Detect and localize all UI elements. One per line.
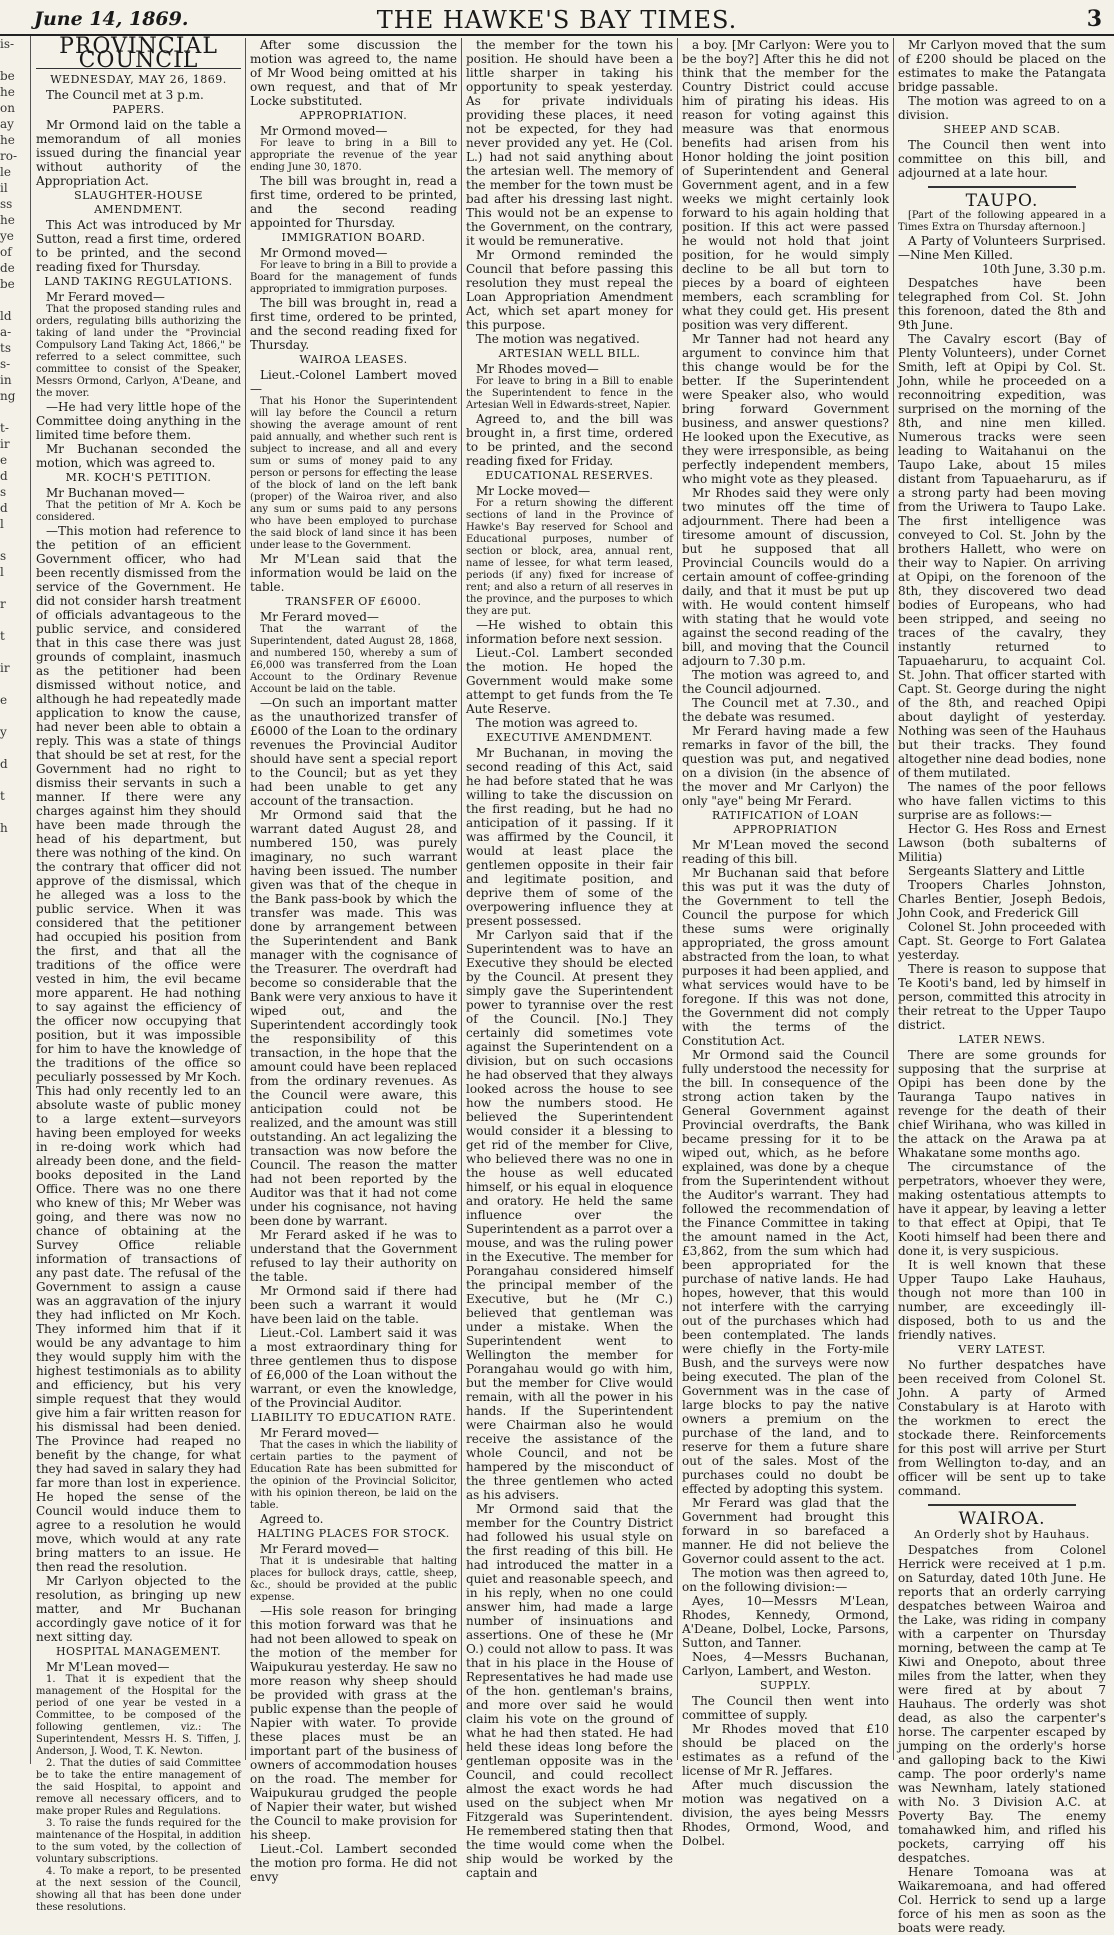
subheading: An Orderly shot by Hauhaus. bbox=[914, 1528, 1090, 1541]
gutter-fragment: ir bbox=[0, 437, 10, 451]
paragraph: Mr Ferard was glad that the Government had brought this forward in so barefaced a manner. He did not believe the Governor could assent to the act. bbox=[682, 1496, 889, 1566]
paragraph: Mr Ormond moved— bbox=[260, 246, 388, 260]
paragraph: —On such an important matter as the unauthorized transfer of £6000 of the Loan to the ordinary revenues the Provincial Auditor should have sent a special report to the Council; but as yet they had been unable to get any account of the transaction. bbox=[250, 696, 457, 808]
gutter-fragment: s bbox=[0, 485, 7, 499]
issue-date: June 14, 1869. bbox=[34, 8, 189, 30]
paragraph: Mr Ormond laid on the table a memorandum of all monies issued during the financial year without authority of the Appropriation Act. bbox=[36, 118, 241, 188]
gutter-fragment: he bbox=[0, 85, 15, 99]
gutter-fragment bbox=[0, 612, 30, 628]
gutter-fragment bbox=[0, 676, 30, 692]
paragraph: This Act was introduced by Mr Sutton, read a first time, ordered to be printed, and the second reading fixed for Thursday. bbox=[36, 218, 241, 274]
paragraph: Lieut.-Col. Lambert seconded the motion pro forma. He did not envy bbox=[250, 1842, 457, 1884]
paragraph: Mr Rhodes said they were only two minutes off the time of adjournment. There had been a tiresome amount of discussion, but he supposed that all Provincial Councils would do a certain amount of coffee-grinding daily, and that it must be put up with. He would content himself with stating that he would vote against the second reading of the bill, and moving that the Council adjourn to 7.30 p.m. bbox=[682, 486, 889, 668]
section-heading-taupo: TAUPO. bbox=[965, 191, 1039, 211]
gutter-fragment: d bbox=[0, 469, 8, 483]
gutter-fragment: e bbox=[0, 693, 8, 707]
paragraph: The motion was agreed to on a division. bbox=[898, 94, 1106, 122]
paragraph: Mr Ormond reminded the Council that before passing this resolution they must repeal the Loan Appropriation Amendment Act, which set apart money for this purpose. bbox=[466, 248, 673, 332]
gutter-fragment: ss bbox=[0, 197, 13, 211]
list-item: Sergeants Slattery and Little bbox=[908, 864, 1085, 878]
paragraph: No further despatches have been received from Colonel St. John. A party of Armed Constabulary is at Haroto with the workmen to erect the stockade there. Reinforcements for this post will arrive per Sturt from Wellington to-day, and an officer will be sent up to take command. bbox=[898, 1358, 1106, 1498]
gutter-fragment: of bbox=[0, 245, 12, 259]
motion-text: For a return showing the different sections of land in the Province of Hawke's Bay reserved for School and Educational purposes, number of section or block, area, annual rent, name of lessee, for what term leased, periods (if any) fixed for increase of rent; and also a return of all reserves in the province, and the purposes to which they are put. bbox=[466, 498, 673, 617]
paragraph: Mr Ferard moved— bbox=[46, 290, 165, 304]
subheading: PAPERS. bbox=[112, 103, 165, 116]
motion-text: That the proposed standing rules and orders, regulating bills authorizing the taking of land under the "Provincial Compulsory Land Taking Act, 1866," be referred to a select committee, such committee to consist of the Speaker, Messrs Ormond, Carlyon, A'Deane, and the mover. bbox=[36, 304, 241, 399]
gutter-fragment: t- bbox=[0, 421, 9, 435]
paragraph: Mr Buchanan said that before this was put it was the duty of the Government to tell the Council the purpose for which these sums were originally appropriated, the gross amount abstracted from the loan, to what purposes it had been applied, and what services would have to be foregone. If this was not done, the Government did not comply with the terms of the Constitution Act. bbox=[682, 866, 889, 1048]
gutter-fragment bbox=[0, 740, 30, 756]
paragraph: The bill was brought in, read a first time, ordered to be printed, and the second reading fixed for Thursday. bbox=[250, 296, 457, 352]
gutter-fragment bbox=[0, 708, 30, 724]
editor-note: [Part of the following appeared in a Times Extra on Thursday afternoon.] bbox=[898, 210, 1106, 233]
paragraph: The Council then went into committee of supply. bbox=[682, 1694, 889, 1722]
subheading: WAIROA LEASES. bbox=[299, 353, 408, 366]
page-number: 3 bbox=[1086, 6, 1102, 32]
paragraph: The names of the poor fellows who have fallen victims to this surprise are as follows:— bbox=[898, 780, 1106, 822]
paragraph: Mr Ferard moved— bbox=[260, 610, 379, 624]
paragraph: Despatches from Colonel Herrick were received at 1 p.m. on Saturday, dated 10th June. He reports that an orderly carrying despatches between Wairoa and the Lake, was riding in company with a carpenter on Thursday morning, between the camp at Te Kiwi and Onepoto, about three miles from the latter, when they were fired at by about 7 Hauhaus. The orderly was shot dead, as also the carpenter's horse. The carpenter escaped by jumping on the orderly's horse and galloping back to the Kiwi camp. The poor orderly's name was Newnham, lately stationed with No. 3 Division A.C. at Poverty Bay. The enemy tomahawked him, and rifled his pockets, carrying off his despatches. bbox=[898, 1543, 1106, 1865]
gutter-fragment: be bbox=[0, 277, 15, 291]
subheading: LAND TAKING REGULATIONS. bbox=[44, 275, 233, 288]
subheading: SHEEP AND SCAB. bbox=[943, 123, 1061, 136]
list-item: Hector G. Hes Ross and Ernest Lawson (both subalterns of Militia) bbox=[898, 822, 1106, 864]
paragraph: There is reason to suppose that Te Kooti's band, led by himself in person, committed this atrocity in their retreat to the Upper Taupo district. bbox=[898, 962, 1106, 1032]
column-5 bbox=[894, 38, 1110, 1935]
gutter-fragment: he bbox=[0, 213, 15, 227]
paragraph: the member for the town his position. He should have been a little sharper in taking his opportunity to speak yesterday. As for private individuals providing these places, it need not be expected, for they had never provided any yet. He (Col. L.) had not said anything about the artesian well. The memory of the member for the town must be bad after his dressing last night. This would not be an expense to the Government, on the contrary, it would be remunerative. bbox=[466, 38, 673, 248]
motion-text: 3. To raise the funds required for the maintenance of the Hospital, in addition to the sum voted, by the collection of voluntary subscriptions. bbox=[36, 1818, 241, 1865]
paragraph: Lieut.-Colonel Lambert moved— bbox=[250, 368, 457, 396]
gutter-fragment bbox=[0, 772, 30, 788]
paragraph: Colonel St. John proceeded with Capt. St. George to Fort Galatea yesterday. bbox=[898, 920, 1106, 962]
subheading: IMMIGRATION BOARD. bbox=[281, 231, 426, 244]
gutter-fragment: l bbox=[0, 565, 4, 579]
subheading: LIABILITY TO EDUCATION RATE. bbox=[250, 1411, 457, 1424]
paragraph: The motion was negatived. bbox=[476, 332, 640, 346]
gutter-fragment: h bbox=[0, 821, 8, 835]
paragraph: The circumstance of the perpetrators, whoever they were, making ostentatious attempts to have it appear, by leaving a letter to that effect at Opipi, that Te Kooti himself had been there and done it, is very suspicious. bbox=[898, 1160, 1106, 1258]
subheading: TRANSFER OF £6000. bbox=[285, 595, 422, 608]
paragraph: Mr Ferard asked if he was to understand that the Government refused to lay their authority on the table. bbox=[250, 1228, 457, 1284]
section-heading-wairoa: WAIROA. bbox=[958, 1509, 1046, 1529]
paragraph: Mr Carlyon objected to the resolution, as bringing up new matter, and Mr Buchanan accordingly gave notice of it for next sitting day. bbox=[36, 1574, 241, 1644]
motion-text: That his Honor the Superintendent will lay before the Council a return showing the average amount of rent paid annually, and whether such rent is subject to increase, and all and every sum or sums of money paid to any person or persons for effecting the lease of the block of land on the left bank (proper) of the Wairoa river, and also any sum or sums paid to any persons who have been employed to purchase the said block of land since it has been under lease to the Government. bbox=[250, 396, 457, 551]
subheading: SUPPLY. bbox=[759, 1679, 812, 1692]
paragraph: The motion was agreed to. bbox=[476, 716, 638, 730]
subheading: APPROPRIATION. bbox=[299, 109, 408, 122]
motion-text: 4. To make a report, to be presented at the next session of the Council, showing all that has been done under these resolutions. bbox=[36, 1866, 241, 1913]
paragraph: Mr Locke moved— bbox=[476, 484, 591, 498]
gutter-fragment: ye bbox=[0, 229, 14, 243]
article-columns bbox=[32, 34, 1110, 1935]
gutter-fragment: de bbox=[0, 261, 15, 275]
paragraph: Mr Buchanan seconded the motion, which was agreed to. bbox=[36, 442, 241, 470]
motion-text: For leave to bring in a Bill to appropriate the revenue of the year ending June 30, 1870. bbox=[250, 138, 457, 173]
paragraph: Mr Buchanan, in moving the second reading of this Act, said he had before stated that he was willing to take the discussion on the first reading, but he had no anticipation of it passing. If it was affirmed by the Council, it would at least place the gentlemen opposite in their fair and legitimate position, and deprive them of some of the overpowering influence they at present possessed. bbox=[466, 746, 673, 928]
paragraph: Mr M'Lean moved the second reading of this bill. bbox=[682, 838, 889, 866]
paragraph: Despatches have been telegraphed from Col. St. John this forenoon, dated the 8th and 9th June. bbox=[898, 276, 1106, 332]
gutter-fragment: be bbox=[0, 69, 15, 83]
paragraph: —His sole reason for bringing this motion forward was that he had not been allowed to speak on the motion of the member for Waipukurau yesterday. He saw no more reason why sheep should be provided with grass at the public expense than the people of Napier with water. To provide these places must be an important part of the business of owners of accommodation houses on the road. The member for Waipukurau grudged the people of Napier their water, but wished the Council to make provision for his sheep. bbox=[250, 1604, 457, 1842]
gutter-fragment: ro- bbox=[0, 149, 18, 163]
paragraph: Mr M'Lean said that the information would be laid on the table. bbox=[250, 552, 457, 594]
gutter-fragment: il bbox=[0, 181, 8, 195]
paragraph: Noes, 4—Messrs Buchanan, Carlyon, Lambert, and Weston. bbox=[682, 1650, 889, 1678]
article-title: PROVINCIAL COUNCIL bbox=[36, 40, 241, 69]
gutter-fragment bbox=[0, 804, 30, 820]
paragraph: —He had very little hope of the Committee doing anything in the limited time before them. bbox=[36, 400, 241, 442]
paragraph: The Council then went into committee on this bill, and adjourned at a late hour. bbox=[898, 138, 1106, 180]
gutter-fragment: ay bbox=[0, 117, 14, 131]
subheading: SLAUGHTER-HOUSE AMENDMENT. bbox=[74, 189, 203, 216]
gutter-fragment: in bbox=[0, 373, 12, 387]
subheading: EDUCATIONAL RESERVES. bbox=[485, 469, 654, 482]
column-3 bbox=[462, 38, 678, 1880]
section-rule bbox=[928, 1504, 1076, 1506]
paragraph: Mr Ferard having made a few remarks in favor of the bill, the question was put, and negatived on a division (in the absence of the mover and Mr Carlyon) the only "aye" being Mr Ferard. bbox=[682, 724, 889, 808]
paragraph: The Council met at 3 p.m. bbox=[46, 88, 204, 102]
paragraph: Lieut.-Col. Lambert seconded the motion. He hoped the Government would make some attempt to get funds from the Te Aute Reserve. bbox=[466, 646, 673, 716]
gutter-fragment: r bbox=[0, 597, 6, 611]
list-item: Troopers Charles Johnston, Charles Bentier, Joseph Bedois, John Cook, and Frederick Gill bbox=[898, 878, 1106, 920]
subheading: EXECUTIVE AMENDMENT. bbox=[486, 731, 653, 744]
gutter-fragment bbox=[0, 580, 30, 596]
subheading: MR. KOCH'S PETITION. bbox=[65, 471, 212, 484]
gutter-fragment bbox=[0, 532, 30, 548]
gutter-fragment: d bbox=[0, 501, 8, 515]
subheading: LATER NEWS. bbox=[958, 1033, 1046, 1046]
newspaper-title: THE HAWKE'S BAY TIMES. bbox=[376, 6, 738, 34]
gutter-fragment bbox=[0, 292, 30, 308]
column-4 bbox=[678, 38, 894, 1848]
paragraph: Lieut.-Col. Lambert said it was a most extraordinary thing for three gentlemen thus to dispose of £6,000 of the Loan without the warrant, or even the knowledge, of the Provincial Auditor. bbox=[250, 1326, 457, 1410]
cut-off-left-column bbox=[0, 36, 31, 1764]
motion-text: That the warrant of the Superintendent, dated August 28, 1868, and numbered 150, whereby a sum of £6,000 was transferred from the Loan Account to the Ordinary Revenue Account be laid on the table. bbox=[250, 624, 457, 695]
paragraph: The Council met at 7.30., and the debate was resumed. bbox=[682, 696, 889, 724]
subheading: ARTESIAN WELL BILL. bbox=[498, 347, 641, 360]
subheading: VERY LATEST. bbox=[958, 1343, 1046, 1356]
gutter-fragment bbox=[0, 644, 30, 660]
paragraph: The Cavalry escort (Bay of Plenty Volunteers), under Cornet Smith, left at Opipi by Col. St. John, while he proceeded on a reconnoitring expedition, was surprised on the morning of the 8th, and nine men killed. Numerous tracks were seen leading to Waitahanui on the Taupo Lake, about 15 miles distant from Tapuaeharuru, as if a strong party had been moving from the Uriwera to Taupo Lake. The first intelligence was conveyed to Col. St. John by the brothers Hallett, who were on their way to Napier. On arriving at Opipi, on the forenoon of the 8th, they discovered two dead bodies of Europeans, who had been stripped, and seeing no traces of the cavalry, they instantly returned to Tapuaeharuru, to acquaint Col. St. John. That officer started with Capt. St. George during the night of the 8th, and reached Opipi about daylight of yesterday. Nothing was seen of the Hauhaus but their tracks. They found altogether nine dead bodies, none of them mutilated. bbox=[898, 332, 1106, 780]
motion-text: For leave to bring in a Bill to enable the Superintendent to fence in the Artesian Well in Edwards-street, Napier. bbox=[466, 376, 673, 411]
paragraph: Mr M'Lean moved— bbox=[46, 1660, 170, 1674]
paragraph: Mr Ormond said the Council fully understood the necessity for the bill. In consequence of the strong action taken by the General Government against Provincial overdrafts, the Bank became pressing for it to be wiped out, which, as he before explained, was done by a cheque from the Superintendent without the Auditor's warrant. They had followed the recommendation of the Finance Committee in taking the amount named in the Act, £3,862, from the sum which had been appropriated for the purchase of native lands. He had hopes, however, that this would not interfere with the carrying out of the purchases which had been contemplated. The lands were chiefly in the Forty-mile Bush, and the surveys were now being executed. The plan of the Government was in the case of large blocks to pay the native owners a premium on the purchase of the land, and to reserve for them a future share out of the sales. Most of the purchases could no doubt be effected by adopting this system. bbox=[682, 1048, 889, 1496]
paragraph: Mr Carlyon moved that the sum of £200 should be placed on the estimates to make the Patangata bridge passable. bbox=[898, 38, 1106, 94]
paragraph: Henare Tomoana was at Waikaremoana, and had offered Col. Herrick to send up a large force of his men as soon as the boats were ready. bbox=[898, 1865, 1106, 1935]
gutter-fragment: ld bbox=[0, 309, 12, 323]
paragraph: Mr Rhodes moved— bbox=[476, 362, 599, 376]
paragraph: Mr Buchanan moved— bbox=[46, 486, 185, 500]
paragraph: The bill was brought in, read a first time, ordered to be printed, and the second reading appointed for Thursday. bbox=[250, 174, 457, 230]
gutter-fragment bbox=[0, 52, 30, 68]
masthead bbox=[0, 0, 1114, 36]
gutter-fragment: s bbox=[0, 549, 7, 563]
gutter-fragment: ng bbox=[0, 389, 16, 403]
column-2 bbox=[246, 38, 462, 1884]
paragraph: The motion was agreed to, and the Council adjourned. bbox=[682, 668, 889, 696]
gutter-fragment: a- bbox=[0, 325, 12, 339]
gutter-fragment bbox=[0, 404, 30, 420]
gutter-fragment: e bbox=[0, 453, 8, 467]
section-rule bbox=[928, 186, 1076, 188]
paragraph: Mr Ferard moved— bbox=[260, 1426, 379, 1440]
paragraph: After some discussion the motion was agreed to, the name of Mr Wood being omitted at his own request, and that of Mr Locke substituted. bbox=[250, 38, 457, 108]
motion-text: 1. That it is expedient that the management of the Hospital for the period of one year be vested in a Committee, to be composed of the following gentlemen, viz.: The Superintendent, Messrs H. S. Tiffen, J. Anderson, J. Wood, T. K. Newton. bbox=[36, 1674, 241, 1757]
gutter-fragment: s- bbox=[0, 357, 11, 371]
paragraph: Ayes, 10—Messrs M'Lean, Rhodes, Kennedy, Ormond, A'Deane, Dolbel, Locke, Parsons, Sutton, and Tanner. bbox=[682, 1594, 889, 1650]
gutter-fragment: on bbox=[0, 101, 15, 115]
paragraph: a boy. [Mr Carlyon: Were you to be the boy?] After this he did not think that the member for the Country District could accuse him of pirating his ideas. His reason for voting against this measure was that enormous benefits had arisen from his Honor holding the joint position of Superintendent and General Government agent, and in a few weeks we might certainly look forward to his again holding that position. If this act were passed he would not hold that joint position, for he would simply decline to be all but torn to pieces by a board of eighteen members, each scrambling for what they could get. His present position was very different. bbox=[682, 38, 889, 332]
dateline: 10th June, 3.30 p.m. bbox=[982, 262, 1106, 276]
paragraph: After much discussion the motion was negatived on a division, the ayes being Messrs Rhodes, Ormond, Wood, and Dolbel. bbox=[682, 1778, 889, 1848]
paragraph: Agreed to, and the bill was brought in, a first time, ordered to be printed, and the second reading fixed for Friday. bbox=[466, 412, 673, 468]
motion-text: For leave to bring in a Bill to provide a Board for the management of funds appropriated to immigration purposes. bbox=[250, 260, 457, 295]
paragraph: Mr Ormond said that the member for the Country District had followed his usual style on the first reading of this bill. He had introduced the matter in a quiet and reasonable speech, and in his reply, when no one could answer him, had made a large number of insinuations and assertions. One of these he (Mr O.) could not allow to pass. It was that in his place in the House of Representatives he had made use of the hon. gentleman's brains, and more over said he would claim his vote on the ground of what he had then stated. He had held these ideas long before the gentleman opposite was in the Council, and could recollect almost the exact words he had used on the subject when Mr Fitzgerald was Superintendent. He remembered stating then that the time would come when the ship would be worked by the captain and bbox=[466, 1502, 673, 1880]
paragraph: The motion was then agreed to, on the following division:— bbox=[682, 1566, 889, 1594]
subheading: HALTING PLACES FOR STOCK. bbox=[257, 1527, 450, 1540]
motion-text: 2. That the duties of said Committee be to take the entire management of the said Hospital, to appoint and remove all necessary officers, and to make proper Rules and Regulations. bbox=[36, 1758, 241, 1817]
column-1 bbox=[32, 34, 246, 1913]
paragraph: There are some grounds for supposing that the surprise at Opipi has been done by the Tauranga Taupo natives in revenge for the death of their chief Wirihana, who was killed in the attack on the Arawa pa at Whakatane some months ago. bbox=[898, 1048, 1106, 1160]
gutter-fragment: y bbox=[0, 725, 7, 739]
motion-text: That it is undesirable that halting places for bullock drays, cattle, sheep, &c., should be provided at the public expense. bbox=[250, 1556, 457, 1603]
paragraph: Agreed to. bbox=[260, 1512, 324, 1526]
gutter-fragment: l bbox=[0, 517, 4, 531]
paragraph: It is well known that these Upper Taupo Lake Hauhaus, though not more than 100 in number, are exceedingly ill-disposed, both to us and the friendly natives. bbox=[898, 1258, 1106, 1342]
paragraph: Mr Carlyon said that if the Superintendent was to have an Executive they should be elected by the Council. At present they simply gave the Superintendent power to tyrannise over the rest of the Council. [No.] They certainly did sometimes vote against the Superintendent on a division, but on such occasions he had observed that they always looked across the house to see how the numbers stood. He believed the Superintendent would consider it a blessing to get rid of the member for Clive, who believed there was no one in the house as well educated himself, or his equal in eloquence and oratory. He held the same influence over the Superintendent as a parrot over a mouse, and was the ruling power in the Executive. The member for Porangahau considered himself the principal member of the Executive, but he (Mr C.) believed that gentleman was under a mistake. When the Superintendent went to Wellington the member for Porangahau would go with him, but the member for Clive would remain, with all the power in his hands. If the Superintendent were Chairman also he would receive the assistance of the whole Council, and not be hampered by the misconduct of the three gentlemen who acted as his advisers. bbox=[466, 928, 673, 1502]
paragraph: Mr Ormond said that the warrant dated August 28, and numbered 150, was purely imaginary, no such warrant having been issued. The number given was that of the cheque in the Bank pass-book by which the transfer was made. This was done by arrangement between the Superintendent and Bank manager with the cognisance of the Treasurer. The overdraft had become so considerable that the Bank were very anxious to have it wiped out, and the Superintendent accordingly took the responsibility of this transaction, in the hope that the amount could have been replaced from the ordinary revenues. As the Council were aware, this anticipation could not be realized, and the amount was still outstanding. An act legalizing the transaction was now before the Council. The reason the matter had not been reported by the Auditor was that it had not come under his cognisance, not having been done by warrant. bbox=[250, 808, 457, 1228]
subheading: HOSPITAL MANAGEMENT. bbox=[55, 1645, 222, 1658]
paragraph: Mr Ormond moved— bbox=[260, 124, 388, 138]
gutter-fragment: le bbox=[0, 165, 11, 179]
gutter-fragment: d bbox=[0, 757, 8, 771]
paragraph: —He wished to obtain this information before next session. bbox=[466, 618, 673, 646]
motion-text: That the cases in which the liability of certain parties to the payment of Education Rate has been submitted for the opinion of the Provincial Solicitor, with his opinion thereon, be laid on the table. bbox=[250, 1440, 457, 1511]
paragraph: Mr Tanner had not heard any argument to convince him that this change would be for the better. If the Superintendent were Speaker also, who would bring forward Government business, and answer questions? He looked upon the Executive, as they were irresponsible, as being perfectly independent members, who might vote as they pleased. bbox=[682, 332, 889, 486]
paragraph: A Party of Volunteers Surprised.—Nine Men Killed. bbox=[898, 234, 1106, 262]
paragraph: —This motion had reference to the petition of an efficient Government officer, who had been recently dismissed from the service of the Government. He did not consider harsh treatment of officials advantageous to the public service, and considered that in this case there was just grounds of complaint, inasmuch as the petitioner had been dismissed without notice, and although he had repeatedly made application to know the cause, had never been able to obtain a reply. This was a state of things that should be set at rest, for the Government had no right to dismiss their servants in such a manner. If there were any charges against him they should have been made through the head of his department, but there was nothing of the kind. On the contrary that officer did not approve of the dismissal, which he alleged was a loss to the public service. When it was considered that the petitioner had occupied his position from the first, and that all the traditions of the office were vested in him, the evil became more apparent. He had nothing to say against the efficiency of the officer now occupying that position, but it was impossible for him to have the knowledge of the traditions of the office so peculiarly possessed by Mr Koch. This had only recently led to an absolute waste of public money to a large extent—surveyors having been employed for weeks in re-doing work which had already been done, and the field-books deposited in the Land Office. There was no one there who knew of this; Mr Weber was going, and there was now no chance of obtaining at the Survey Office reliable information of transactions of any past date. The refusal of the Government to assign a cause was an aggravation of the injury they had inflicted on Mr Koch. They informed him that if it would be any advantage to him they would supply him with the highest testimonials as to ability and efficiency, but his very simple request that they would give him a fair written reason for his dismissal had been denied. The Province had reaped no benefit by the change, for what they had saved in salary they had far more than lost in experience. He hoped the sense of the Council would induce them to agree to a resolution he would move, which would at any rate bring matters to an issue. He then read the resolution. bbox=[36, 524, 241, 1574]
gutter-fragment: ir bbox=[0, 661, 10, 675]
gutter-fragment: t bbox=[0, 789, 5, 803]
paragraph: Mr Ormond said if there had been such a warrant it would have been laid on the table. bbox=[250, 1284, 457, 1326]
subheading: RATIFICATION of LOAN APPROPRIATION bbox=[712, 809, 859, 836]
paragraph: Mr Ferard moved— bbox=[260, 1542, 379, 1556]
section-date: WEDNESDAY, MAY 26, 1869. bbox=[50, 73, 227, 86]
motion-text: That the petition of Mr A. Koch be considered. bbox=[36, 500, 241, 523]
gutter-fragment: he bbox=[0, 133, 15, 147]
gutter-fragment: t bbox=[0, 629, 5, 643]
gutter-fragment: is- bbox=[0, 37, 15, 51]
paragraph: Mr Rhodes moved that £10 should be placed on the estimates as a refund of the license of Mr R. Jeffares. bbox=[682, 1722, 889, 1778]
gutter-fragment: ts bbox=[0, 341, 11, 355]
